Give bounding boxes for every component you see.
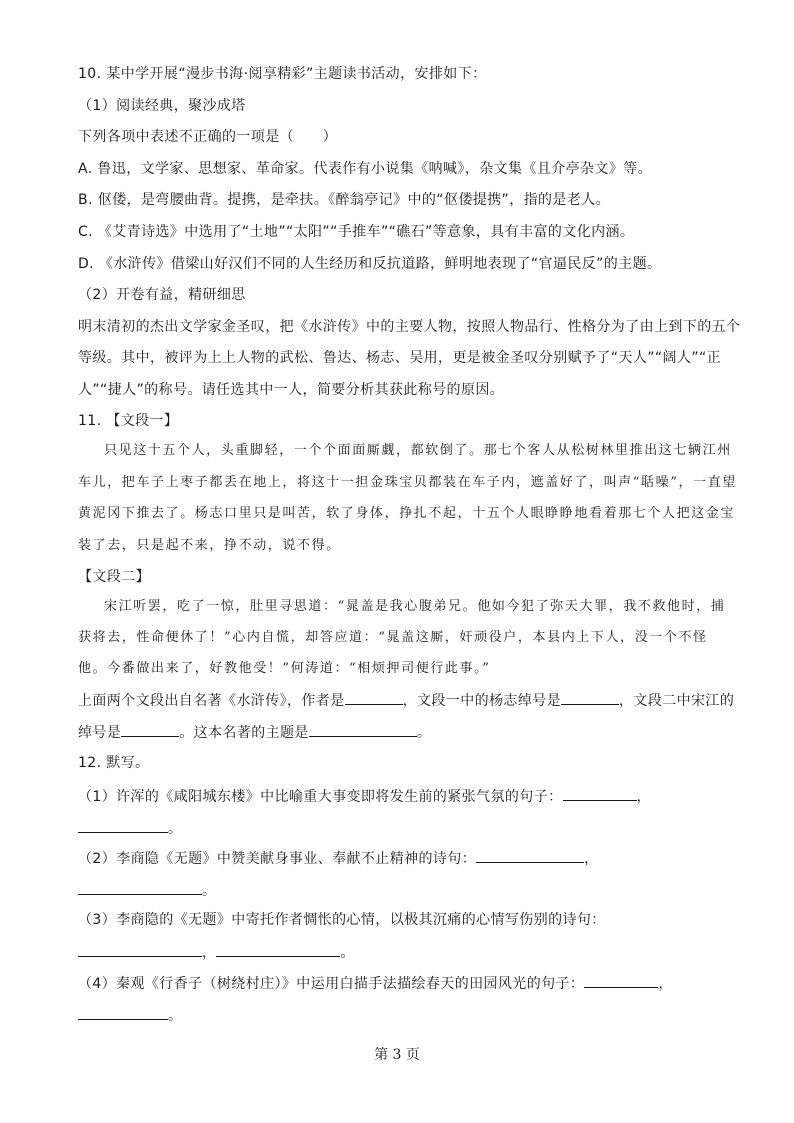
q12-item-sep: ， — [658, 976, 673, 992]
q11-passage1-line: 车儿，把车子上枣子都丢在地上，将这十一担金珠宝贝都装在车子内，遮盖好了，叫声“聒噪”，一直望 — [78, 475, 737, 490]
q10-part2-line: 明末清初的杰出文学家金圣叹，把《水浒传》中的主要人物，按照人物品行、性格分为了由上到下的五个 — [78, 319, 741, 335]
q12-item-end: 。 — [340, 945, 355, 961]
q11-passage1-line: 黄泥冈下推去了。杨志口里只是叫苦，软了身体，挣扎不起，十五个人眼睁睁地看着那七个人把这金宝 — [78, 506, 736, 521]
answer-blank[interactable] — [121, 722, 179, 737]
q10-part1: （1）阅读经典，聚沙成塔 — [78, 98, 246, 114]
q11-title: 11. 【文段一】 — [78, 413, 179, 429]
q12-item-text: （1）许浑的《咸阳城东楼》中比喻重大事变即将发生前的紧张气氛的句子： — [78, 789, 563, 805]
q11-passage2-line: 宋江听罢，吃了一惊，肚里寻思道：“晁盖是我心腹弟兄。他如今犯了弥天大罪，我不救他时，捕 — [104, 599, 726, 614]
answer-blank[interactable] — [584, 973, 658, 988]
q11-passage1-line: 只见这十五个人，头重脚轻，一个个面面厮觑，都软倒了。那七个客人从松树林里推出这七辆江州 — [104, 443, 732, 458]
answer-blank[interactable] — [563, 786, 637, 801]
q12-item-cont — [78, 942, 355, 963]
q11-question-text: 上面两个文段出自名著《水浒传》，作者是 — [78, 693, 345, 709]
q12-item-end: 。 — [168, 821, 183, 837]
q12-title: 12. 默写。 — [78, 755, 150, 771]
q11-question-text: 。 — [416, 725, 432, 741]
answer-blank[interactable] — [476, 848, 584, 863]
q11-passage2-line: 他。今番做出来了，好教他受！”何涛道：“相烦押司便行此事。” — [78, 661, 491, 676]
q12-item — [78, 973, 673, 994]
q10-option-a: A. 鲁迅，文学家、思想家、革命家。代表作有小说集《呐喊》，杂文集《且介亭杂文》等。 — [78, 161, 653, 177]
q11-question-text: 绰号是 — [78, 725, 122, 741]
q12-item-cont — [78, 818, 182, 839]
q10-part2: （2）开卷有益，精研细思 — [78, 287, 246, 303]
answer-blank[interactable] — [216, 942, 340, 957]
q10-part2-line: 人”“捷人”的称号。请任选其中一人，简要分析其获此称号的原因。 — [78, 382, 505, 398]
q11-passage2-line: 获将去，性命便休了！”心内自慌，却答应道：“晁盖这厮，奸顽役户，本县内上下人，没一个不怪 — [78, 630, 708, 645]
answer-blank[interactable] — [78, 880, 202, 895]
q11-question-text: 。这本名著的主题是 — [179, 725, 309, 741]
q12-item-sep: ， — [202, 945, 217, 961]
q10-option-d: D. 《水浒传》借梁山好汉们不同的人生经历和反抗道路，鲜明地表现了“官逼民反”的主题。 — [78, 256, 662, 272]
answer-blank[interactable] — [78, 942, 202, 957]
q12-item-cont — [78, 880, 216, 901]
q12-item-cont — [78, 1005, 182, 1026]
q10-option-c: C. 《艾青诗选》中选用了“土地”“太阳”“手推车”“礁石”等意象，具有丰富的文化内涵。 — [78, 224, 635, 240]
answer-blank[interactable] — [78, 818, 168, 833]
answer-blank[interactable] — [561, 690, 619, 705]
q11-question-text: ，文段一中的杨志绰号是 — [402, 693, 562, 709]
q11-question-line — [78, 690, 734, 711]
q12-item-end: 。 — [202, 883, 217, 899]
q11-question-text: ，文段二中宋江的 — [619, 693, 735, 709]
page-number: 第 3 页 — [374, 1047, 420, 1063]
q10-stem: 下列各项中表述不正确的一项是（ ） — [78, 129, 338, 145]
q11-question-line — [78, 722, 431, 743]
answer-blank[interactable] — [309, 722, 417, 737]
q11-passage1-line: 装了去，只是起不来，挣不动，说不得。 — [78, 538, 341, 553]
q12-item-sep: ， — [636, 789, 651, 805]
answer-blank[interactable] — [345, 690, 403, 705]
q12-item: （3）李商隐的《无题》中寄托作者惆怅的心情，以极其沉痛的心情写伤别的诗句： — [78, 912, 606, 928]
q12-item-end: 。 — [168, 1008, 183, 1024]
q12-item-sep: ， — [584, 851, 599, 867]
q12-item-text: （4）秦观《行香子（树绕村庄）》中运用白描手法描绘春天的田园风光的句子： — [78, 976, 585, 992]
answer-blank[interactable] — [78, 1005, 168, 1020]
q12-item — [78, 786, 651, 807]
q10-option-b: B. 伛偻，是弯腰曲背。提携，是牵扶。《醉翁亭记》中的“伛偻提携”，指的是老人。 — [78, 192, 611, 208]
q11-passage2-title: 【文段二】 — [78, 569, 150, 585]
q12-item-text: （2）李商隐《无题》中赞美献身事业、奉献不止精神的诗句： — [78, 851, 477, 867]
q10-title: 10. 某中学开展“漫步书海·阅享精彩”主题读书活动，安排如下： — [78, 66, 487, 82]
q10-part2-line: 等级。其中，被评为上上人物的武松、鲁达、杨志、吴用，更是被金圣叹分别赋予了“天人”“阔人”“正 — [78, 350, 722, 366]
q12-item — [78, 848, 599, 869]
